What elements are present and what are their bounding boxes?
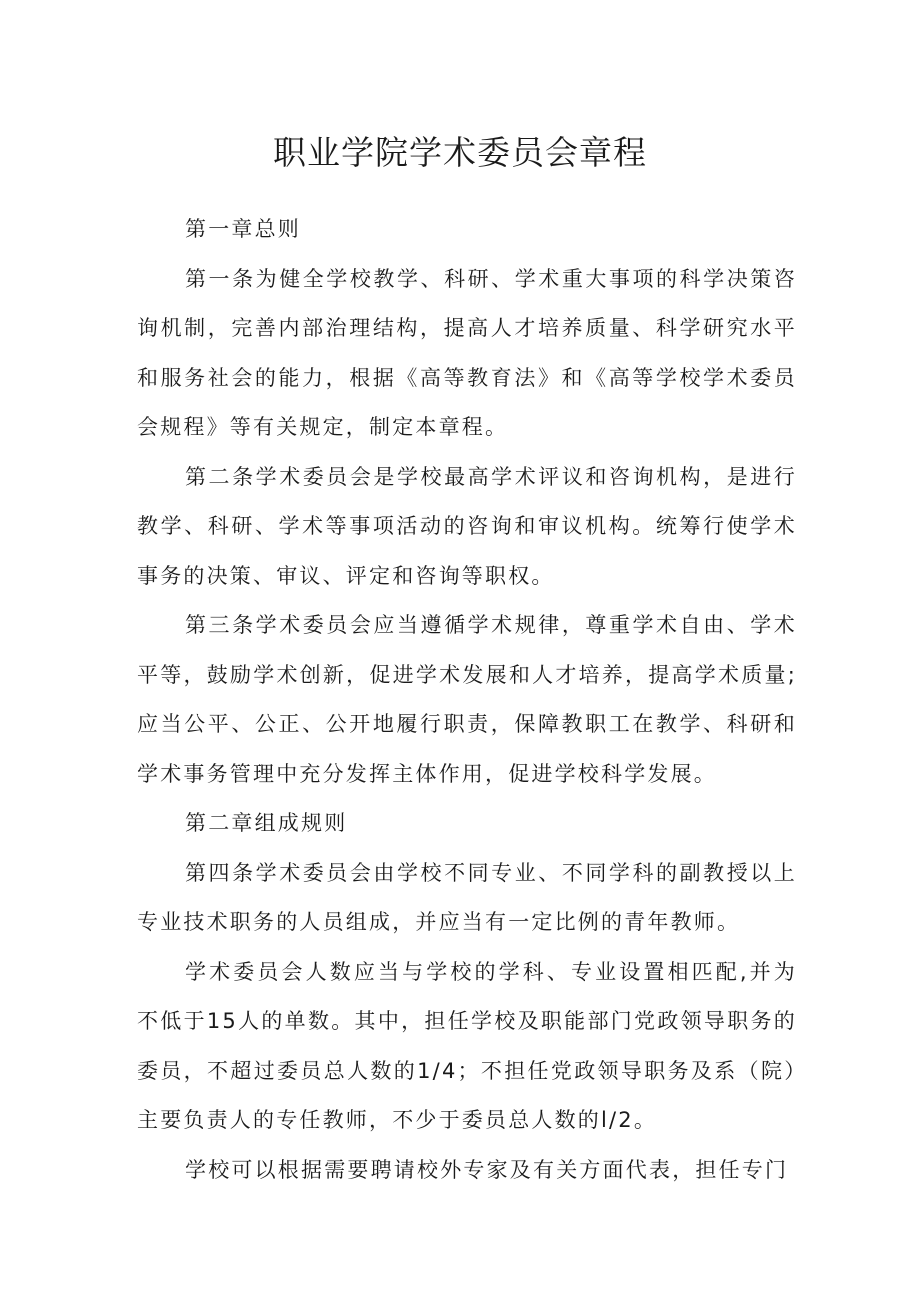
chapter-heading: 第二章组成规则 bbox=[185, 811, 348, 835]
article-paragraph: 第四条学术委员会由学校不同专业、不同学科的副教授以上专业技术职务的人员组成，并应当有一定比例的青年教师。 bbox=[137, 860, 797, 934]
document-body bbox=[137, 205, 797, 1195]
document-title: 职业学院学术委员会章程 bbox=[273, 133, 647, 172]
article-paragraph: 学校可以根据需要聘请校外专家及有关方面代表，担任专门 bbox=[185, 1157, 789, 1182]
article-paragraph: 学术委员会人数应当与学校的学科、专业设置相匹配,并为不低于15人的单数。其中，担任学校及职能部门党政领导职务的委员，不超过委员总人数的1/4；不担任党政领导职务及系（院）主要负责人的专任教师，不少于委员总人数的l/2。 bbox=[137, 959, 797, 1132]
article-paragraph: 第二条学术委员会是学校最高学术评议和咨询机构，是进行教学、科研、学术等事项活动的咨询和审议机构。统筹行使学术事务的决策、审议、评定和咨询等职权。 bbox=[137, 464, 797, 588]
article-paragraph: 第一条为健全学校教学、科研、学术重大事项的科学决策咨询机制，完善内部治理结构，提高人才培养质量、科学研究水平和服务社会的能力，根据《高等教育法》和《高等学校学术委员会规程》等有关规定，制定本章程。 bbox=[137, 266, 797, 439]
article-paragraph: 第三条学术委员会应当遵循学术规律，尊重学术自由、学术平等，鼓励学术创新，促进学术发展和人才培养，提高学术质量;应当公平、公正、公开地履行职责，保障教职工在教学、科研和学术事务管理中充分发挥主体作用，促进学校科学发展。 bbox=[137, 613, 797, 786]
chapter-heading: 第一章总则 bbox=[185, 217, 301, 241]
